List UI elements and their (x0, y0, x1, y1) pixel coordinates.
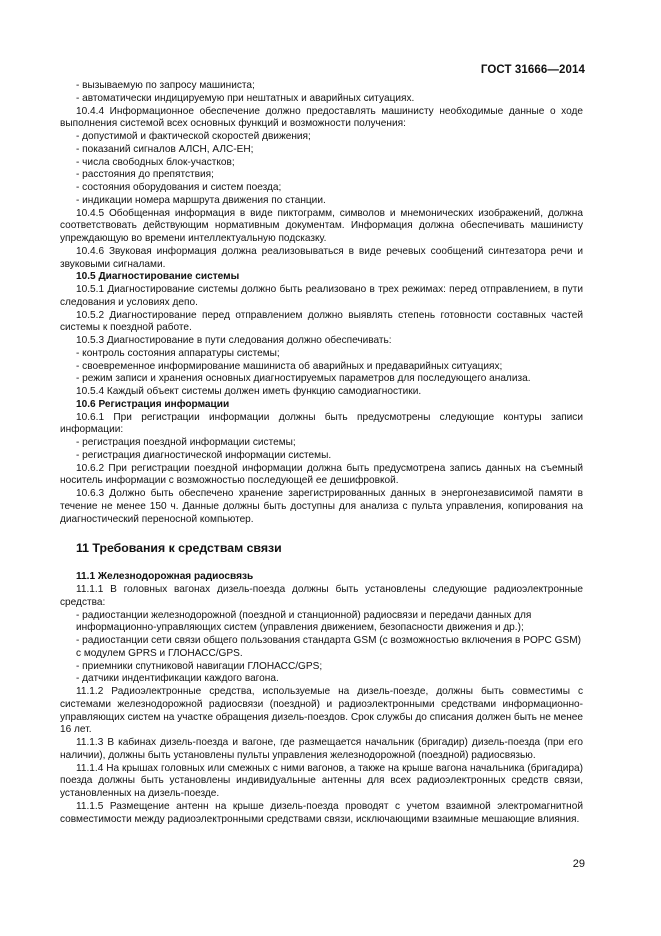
list-item: - приемники спутниковой навигации ГЛОНАСС/GPS; (76, 660, 323, 672)
list-item: - расстояния до препятствия; (76, 169, 214, 181)
list-item: - допустимой и фактической скоростей движения; (76, 131, 311, 142)
paragraph: 11.1.3 В кабинах дизель-поезда и вагоне, где размещается начальник (бригадир) дизель-поезда (при его наличии), должны быть установлены пульты управления железнодорожной (поездной) радиосвязью. (60, 737, 583, 761)
subsection-heading: 11.1 Железнодорожная радиосвязь (76, 571, 254, 583)
list-item: - регистрация поездной информации системы; (76, 437, 296, 448)
paragraph: 11.1.4 На крышах головных или смежных с ними вагонов, а также на крыше вагона начальника (бригадира) поезда должны быть установлены индивидуальные антенны для всех радиоэлектронных средств связи, установленных на дизель-поезде. (60, 762, 583, 799)
paragraph: 10.5.3 Диагностирование в пути следования должно обеспечивать: (76, 335, 392, 346)
subsection-heading: 10.5 Диагностирование системы (76, 271, 240, 283)
document-code: ГОСТ 31666—2014 (480, 64, 585, 76)
page-number: 29 (572, 858, 585, 870)
list-item: - своевременное информирование машиниста об аварийных и предаварийных ситуациях; (76, 360, 503, 372)
list-item: - показаний сигналов АЛСН, АЛС-ЕН; (76, 143, 254, 155)
list-item: - режим записи и хранения основных диагностируемых параметров для последующего анализа. (76, 373, 531, 385)
list-item: - числа свободных блок-участков; (76, 156, 235, 168)
paragraph: 10.5.4 Каждый объект системы должен иметь функцию самодиагностики. (76, 386, 422, 397)
list-item: - радиостанции железнодорожной (поездной и станционной) радиосвязи и передачи данных для информационно-управляющих систем (управления движением, безопасности движения и др.); (76, 609, 532, 634)
document-body (60, 80, 583, 826)
paragraph: 10.4.4 Информационное обеспечение должно предоставлять машинисту необходимые данные о ходе выполнения системой всех основных функций и возможности получения: (60, 105, 583, 130)
list-item: - автоматически индицируемую при нештатных и аварийных ситуациях. (76, 92, 415, 104)
list-item: - вызываемую по запросу машиниста; (76, 80, 255, 91)
paragraph: 11.1.1 В головных вагонах дизель-поезда должны быть установлены следующие радиоэлектронные средства: (60, 584, 583, 608)
list-item: - датчики индентификации каждого вагона. (76, 673, 279, 685)
paragraph: 10.4.6 Звуковая информация должна реализовываться в виде речевых сообщений синтезатора речи и звуковыми сигналами. (60, 245, 583, 270)
list-item: - контроль состояния аппаратуры системы; (76, 347, 280, 359)
paragraph: 10.6.2 При регистрации поездной информации должна быть предусмотрена запись данных на съемный носитель информации с возможностью последующей ее дешифровкой. (60, 462, 583, 487)
paragraph: 10.4.5 Обобщенная информация в виде пиктограмм, символов и мнемонических изображений, должна соответствовать действующим нормативным документам. Информация должна обеспечивать машинисту упреждающую во времени интеллектуальную подсказку. (60, 207, 583, 244)
paragraph: 11.1.2 Радиоэлектронные средства, используемые на дизель-поезде, должны быть совместимы с системами железнодорожной радиосвязи (поездной) и радиоэлектронными средствами информационно-управляющих систем на участке обращения дизель-поездов. Срок службы до списания должен быть не менее 16 лет. (60, 686, 583, 736)
list-item: - состояния оборудования и систем поезда; (76, 182, 282, 193)
paragraph: 11.1.5 Размещение антенн на крыше дизель-поезда проводят с учетом взаимной электромагнитной совместимости между радиоэлектронными средствами связи, исключающими взаимные мешающие влияния. (60, 800, 583, 825)
list-item: - радиостанции сети связи общего пользования стандарта GSM (с возможностью включения в POPC GSM) с модулем GPRS и ГЛОНАСС/GPS. (76, 635, 581, 659)
list-item: - регистрация диагностической информации системы. (76, 449, 332, 461)
paragraph: 10.6.1 При регистрации информации должны быть предусмотрены следующие контуры записи информации: (60, 411, 583, 436)
section-heading: 11 Требования к средствам связи (76, 541, 282, 556)
paragraph: 10.5.1 Диагностирование системы должно быть реализовано в трех режимах: перед отправлением, в пути следования и условиях депо. (60, 284, 583, 308)
list-item: - индикации номера маршрута движения по станции. (76, 194, 326, 206)
paragraph: 10.6.3 Должно быть обеспечено хранение зарегистрированных данных в энергонезависимой памяти в течение не менее 150 ч. Данные должны быть доступны для анализа с пульта управления, копирования на диагностический переносной компьютер. (60, 488, 583, 525)
paragraph: 10.5.2 Диагностирование перед отправлением должно выявлять степень готовности составных частей системы к поездной работе. (60, 309, 583, 334)
subsection-heading: 10.6 Регистрация информации (76, 398, 230, 410)
